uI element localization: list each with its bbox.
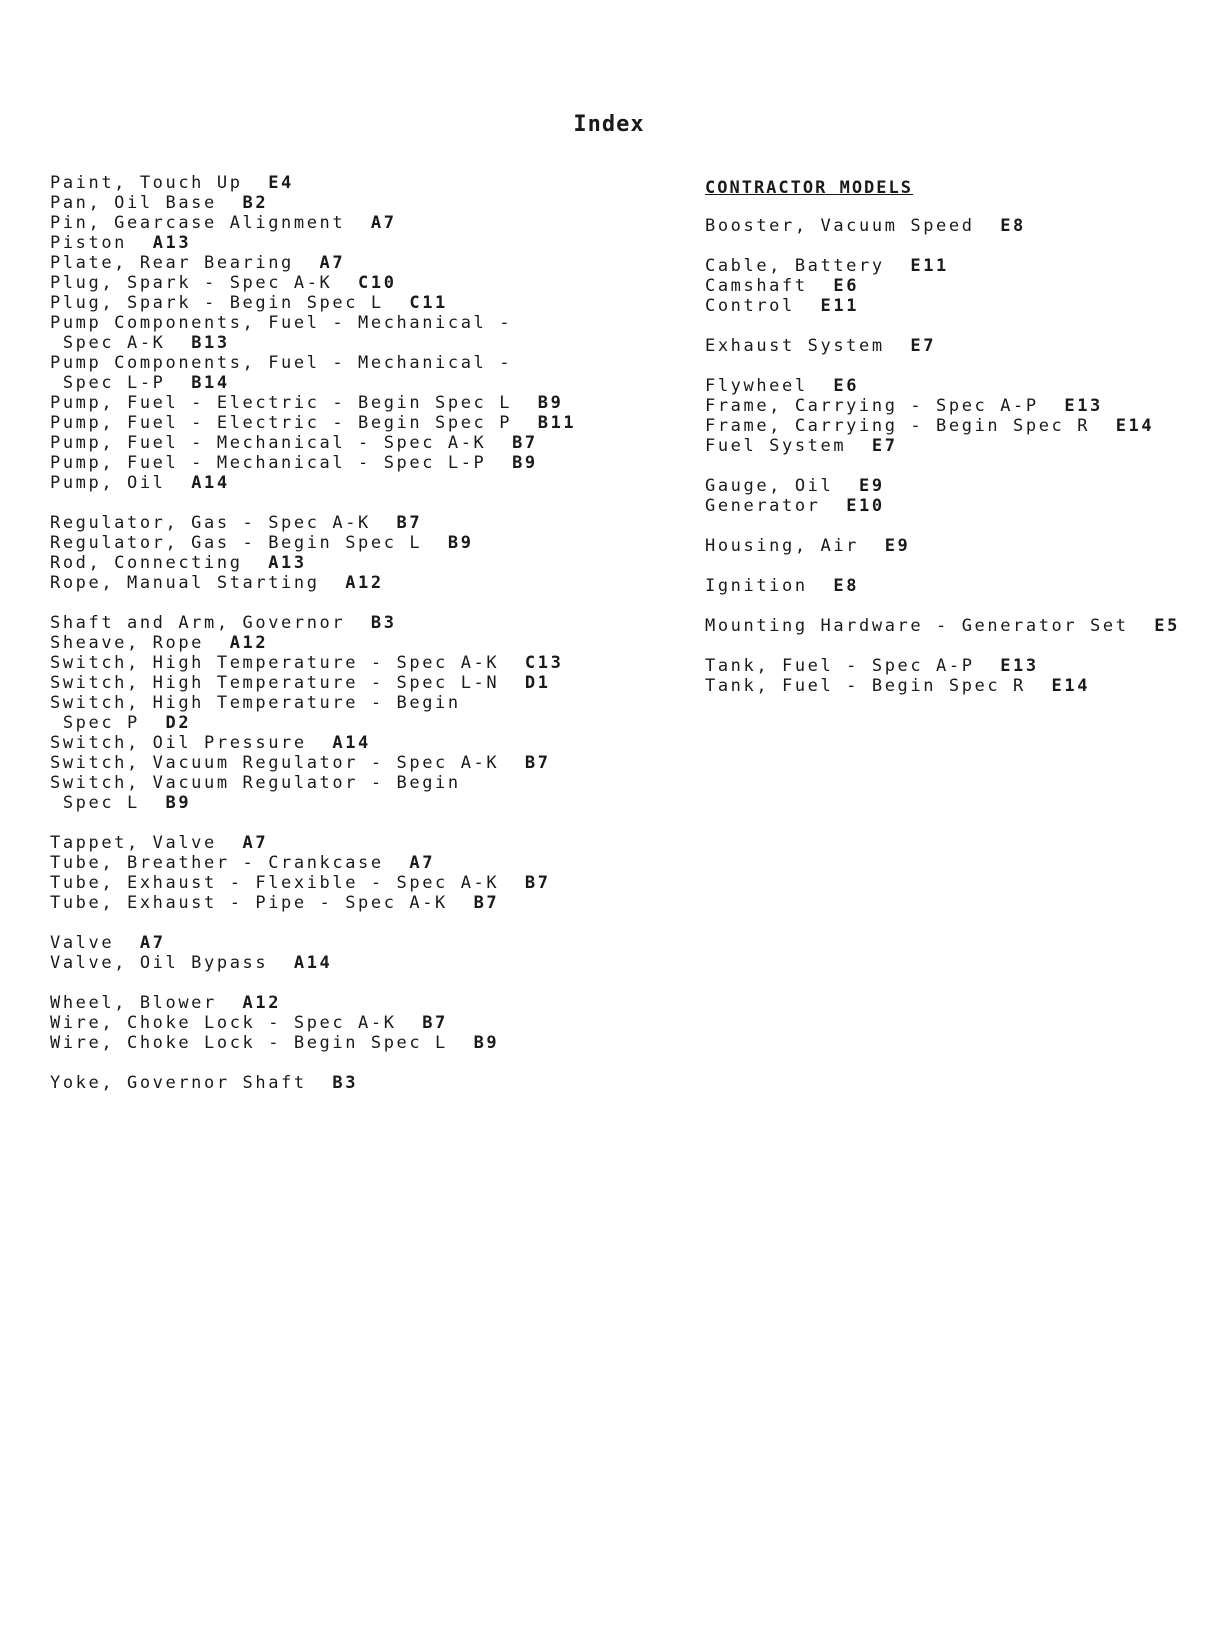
index-entry-text: Cable, Battery xyxy=(705,256,885,276)
index-entry xyxy=(705,496,1205,516)
index-entry-text: Frame, Carrying - Spec A-P xyxy=(705,396,1039,416)
index-page-ref: A12 xyxy=(242,993,282,1013)
index-page-ref: B9 xyxy=(537,393,564,413)
index-entry xyxy=(50,893,690,913)
index-entry-text: Switch, Vacuum Regulator - Spec A-K xyxy=(50,753,500,773)
index-entry-text: Exhaust System xyxy=(705,336,885,356)
index-page-ref: B9 xyxy=(512,453,538,473)
index-entry-text: Yoke, Governor Shaft xyxy=(50,1073,307,1093)
index-entry xyxy=(705,536,1205,556)
index-entry-text: Spec P xyxy=(50,713,140,733)
index-entry xyxy=(50,1073,690,1093)
index-entry-text: Mounting Hardware - Generator Set xyxy=(705,616,1129,636)
index-entry xyxy=(50,1013,690,1033)
index-entry xyxy=(50,1033,690,1053)
index-entry xyxy=(705,216,1205,236)
index-group xyxy=(50,173,690,493)
index-entry-text: Rod, Connecting xyxy=(50,553,243,573)
index-entry xyxy=(50,373,690,393)
index-entry-text: Switch, Vacuum Regulator - Begin xyxy=(50,773,461,793)
index-entry xyxy=(50,213,690,233)
index-entry xyxy=(50,693,690,713)
index-page-ref: B7 xyxy=(512,433,538,453)
index-entry-text: Piston xyxy=(50,233,128,253)
index-group xyxy=(50,613,690,813)
index-page-ref: E9 xyxy=(859,476,885,496)
index-page-ref: B3 xyxy=(332,1073,359,1093)
index-group xyxy=(705,476,1205,516)
index-entry-text: Pan, Oil Base xyxy=(50,193,217,213)
section-heading-contractor-models: CONTRACTOR MODELS xyxy=(705,178,913,198)
index-entry xyxy=(705,416,1205,436)
index-entry xyxy=(50,573,690,593)
index-page-ref: E7 xyxy=(910,336,937,356)
index-entry-text: Pump Components, Fuel - Mechanical - xyxy=(50,313,513,333)
index-entry xyxy=(705,376,1205,396)
index-page-ref: B7 xyxy=(422,1013,448,1033)
index-page-ref: E11 xyxy=(910,256,949,276)
index-page-ref: B9 xyxy=(165,793,192,813)
index-entry xyxy=(50,613,690,633)
index-group xyxy=(50,933,690,973)
index-page-ref: E10 xyxy=(846,496,885,516)
index-page-ref: A13 xyxy=(152,233,192,253)
index-entry xyxy=(705,296,1205,316)
index-group xyxy=(705,616,1205,636)
index-page-ref: B14 xyxy=(191,373,230,393)
index-entry-text: Flywheel xyxy=(705,376,808,396)
index-entry xyxy=(50,533,690,553)
index-entry-text: Paint, Touch Up xyxy=(50,173,243,193)
index-page-ref: C11 xyxy=(409,293,448,313)
index-page-ref: E13 xyxy=(1064,396,1103,416)
index-entry-text: Pump, Oil xyxy=(50,473,166,493)
index-entry-text: Camshaft xyxy=(705,276,808,296)
index-right-column xyxy=(705,178,1205,716)
index-page-ref: E8 xyxy=(1000,216,1026,236)
index-entry xyxy=(705,276,1205,296)
index-entry xyxy=(50,173,690,193)
index-entry-text: Pump, Fuel - Mechanical - Spec A-K xyxy=(50,433,487,453)
index-page-ref: B9 xyxy=(473,1033,500,1053)
index-page-ref: D2 xyxy=(165,713,192,733)
index-entry xyxy=(705,616,1205,636)
index-entry-text: Tube, Exhaust - Pipe - Spec A-K xyxy=(50,893,448,913)
index-entry xyxy=(50,393,690,413)
index-entry xyxy=(50,293,690,313)
index-page-ref: C13 xyxy=(524,653,564,673)
index-entry xyxy=(705,656,1205,676)
index-entry-text: Tappet, Valve xyxy=(50,833,217,853)
index-entry-text: Spec L xyxy=(50,793,140,813)
index-entry xyxy=(705,476,1205,496)
index-page-ref: E7 xyxy=(871,436,898,456)
index-entry-text: Sheave, Rope xyxy=(50,633,205,653)
index-page-ref: A12 xyxy=(345,573,384,593)
index-entry xyxy=(50,433,690,453)
index-page-ref: A14 xyxy=(191,473,230,493)
index-page-ref: E14 xyxy=(1051,676,1091,696)
index-entry-text: Housing, Air xyxy=(705,536,860,556)
index-entry xyxy=(50,473,690,493)
index-group xyxy=(50,513,690,593)
index-entry xyxy=(705,336,1205,356)
index-entry xyxy=(705,256,1205,276)
index-page-ref: D1 xyxy=(524,673,551,693)
index-entry xyxy=(50,853,690,873)
index-entry xyxy=(50,933,690,953)
index-page-ref: B3 xyxy=(370,613,397,633)
index-entry-text: Valve, Oil Bypass xyxy=(50,953,269,973)
index-entry-text: Pin, Gearcase Alignment xyxy=(50,213,346,233)
index-entry xyxy=(50,413,690,433)
index-page-ref: B9 xyxy=(447,533,474,553)
index-entry xyxy=(705,576,1205,596)
index-page-ref: A7 xyxy=(242,833,269,853)
index-page-ref: B7 xyxy=(524,873,551,893)
index-entry-text: Regulator, Gas - Spec A-K xyxy=(50,513,371,533)
index-entry xyxy=(50,733,690,753)
index-group xyxy=(705,216,1205,236)
index-entry xyxy=(50,353,690,373)
index-entry-text: Switch, High Temperature - Spec L-N xyxy=(50,673,500,693)
index-entry xyxy=(705,436,1205,456)
index-entry-text: Tube, Exhaust - Flexible - Spec A-K xyxy=(50,873,500,893)
index-entry xyxy=(50,313,690,333)
index-entry xyxy=(50,633,690,653)
index-left-column xyxy=(50,173,690,1113)
index-page-ref: E9 xyxy=(884,536,911,556)
index-entry-text: Wire, Choke Lock - Begin Spec L xyxy=(50,1033,448,1053)
index-group xyxy=(50,1073,690,1093)
index-group xyxy=(705,376,1205,456)
index-entry xyxy=(705,396,1205,416)
index-page-ref: A14 xyxy=(332,733,371,753)
index-page-ref: E13 xyxy=(1000,656,1039,676)
index-entry xyxy=(50,993,690,1013)
index-entry-text: Spec A-K xyxy=(50,333,166,353)
index-entry-text: Regulator, Gas - Begin Spec L xyxy=(50,533,423,553)
index-page-ref: B13 xyxy=(191,333,230,353)
index-entry-text: Pump Components, Fuel - Mechanical - xyxy=(50,353,513,373)
index-group xyxy=(705,336,1205,356)
index-entry-text: Pump, Fuel - Electric - Begin Spec L xyxy=(50,393,513,413)
index-entry xyxy=(50,713,690,733)
index-group xyxy=(705,576,1205,596)
index-entry-text: Pump, Fuel - Electric - Begin Spec P xyxy=(50,413,513,433)
index-page-ref: E5 xyxy=(1154,616,1180,636)
index-entry xyxy=(50,753,690,773)
index-entry-text: Tank, Fuel - Spec A-P xyxy=(705,656,975,676)
index-entry xyxy=(50,873,690,893)
index-entry-text: Tube, Breather - Crankcase xyxy=(50,853,384,873)
index-page-ref: B7 xyxy=(524,753,551,773)
index-group xyxy=(705,256,1205,316)
index-entry-text: Valve xyxy=(50,933,115,953)
index-page-ref: E6 xyxy=(833,276,860,296)
index-page-ref: A7 xyxy=(409,853,436,873)
index-entry xyxy=(50,553,690,573)
index-page-ref: A7 xyxy=(139,933,166,953)
index-page-ref: A7 xyxy=(370,213,397,233)
index-page-ref: E11 xyxy=(820,296,860,316)
index-entry-text: Spec L-P xyxy=(50,373,166,393)
index-page-ref: C10 xyxy=(358,273,397,293)
index-page-ref: A13 xyxy=(268,553,307,573)
index-entry-text: Ignition xyxy=(705,576,808,596)
index-page-ref: B2 xyxy=(242,193,269,213)
page-title: Index xyxy=(573,112,645,137)
index-entry xyxy=(50,253,690,273)
index-page-ref: E8 xyxy=(833,576,860,596)
index-entry-text: Tank, Fuel - Begin Spec R xyxy=(705,676,1026,696)
index-entry xyxy=(50,833,690,853)
index-entry-text: Rope, Manual Starting xyxy=(50,573,320,593)
index-page-ref: E14 xyxy=(1115,416,1155,436)
index-entry-text: Shaft and Arm, Governor xyxy=(50,613,346,633)
index-entry xyxy=(50,953,690,973)
index-entry xyxy=(50,773,690,793)
index-entry xyxy=(50,333,690,353)
index-page-ref: E6 xyxy=(833,376,860,396)
index-page-ref: E4 xyxy=(268,173,294,193)
index-entry-text: Wheel, Blower xyxy=(50,993,217,1013)
index-entry-text: Booster, Vacuum Speed xyxy=(705,216,975,236)
index-entry xyxy=(50,453,690,473)
index-group xyxy=(50,833,690,913)
index-entry-text: Switch, High Temperature - Spec A-K xyxy=(50,653,500,673)
index-page-ref: B7 xyxy=(473,893,500,913)
index-entry xyxy=(50,233,690,253)
index-entry-text: Plate, Rear Bearing xyxy=(50,253,294,273)
index-entry xyxy=(50,673,690,693)
index-entry-text: Wire, Choke Lock - Spec A-K xyxy=(50,1013,397,1033)
index-page-ref: B7 xyxy=(396,513,423,533)
index-entry-text: Generator xyxy=(705,496,821,516)
index-entry-text: Control xyxy=(705,296,795,316)
contractor-models-groups xyxy=(705,216,1205,696)
index-entry-text: Plug, Spark - Begin Spec L xyxy=(50,293,384,313)
index-entry xyxy=(50,793,690,813)
index-entry xyxy=(50,513,690,533)
index-entry xyxy=(50,653,690,673)
index-entry xyxy=(50,193,690,213)
index-entry-text: Plug, Spark - Spec A-K xyxy=(50,273,333,293)
index-entry xyxy=(50,273,690,293)
index-entry xyxy=(705,676,1205,696)
index-entry-text: Switch, Oil Pressure xyxy=(50,733,307,753)
index-group xyxy=(705,536,1205,556)
index-entry-text: Frame, Carrying - Begin Spec R xyxy=(705,416,1091,436)
index-entry-text: Fuel System xyxy=(705,436,847,456)
index-group xyxy=(705,656,1205,696)
index-entry-text: Gauge, Oil xyxy=(705,476,834,496)
index-page-ref: B11 xyxy=(537,413,577,433)
index-page-ref: A12 xyxy=(229,633,269,653)
index-page-ref: A7 xyxy=(319,253,346,273)
index-page-ref: A14 xyxy=(293,953,333,973)
index-entry-text: Pump, Fuel - Mechanical - Spec L-P xyxy=(50,453,487,473)
index-group xyxy=(50,993,690,1053)
index-entry-text: Switch, High Temperature - Begin xyxy=(50,693,461,713)
